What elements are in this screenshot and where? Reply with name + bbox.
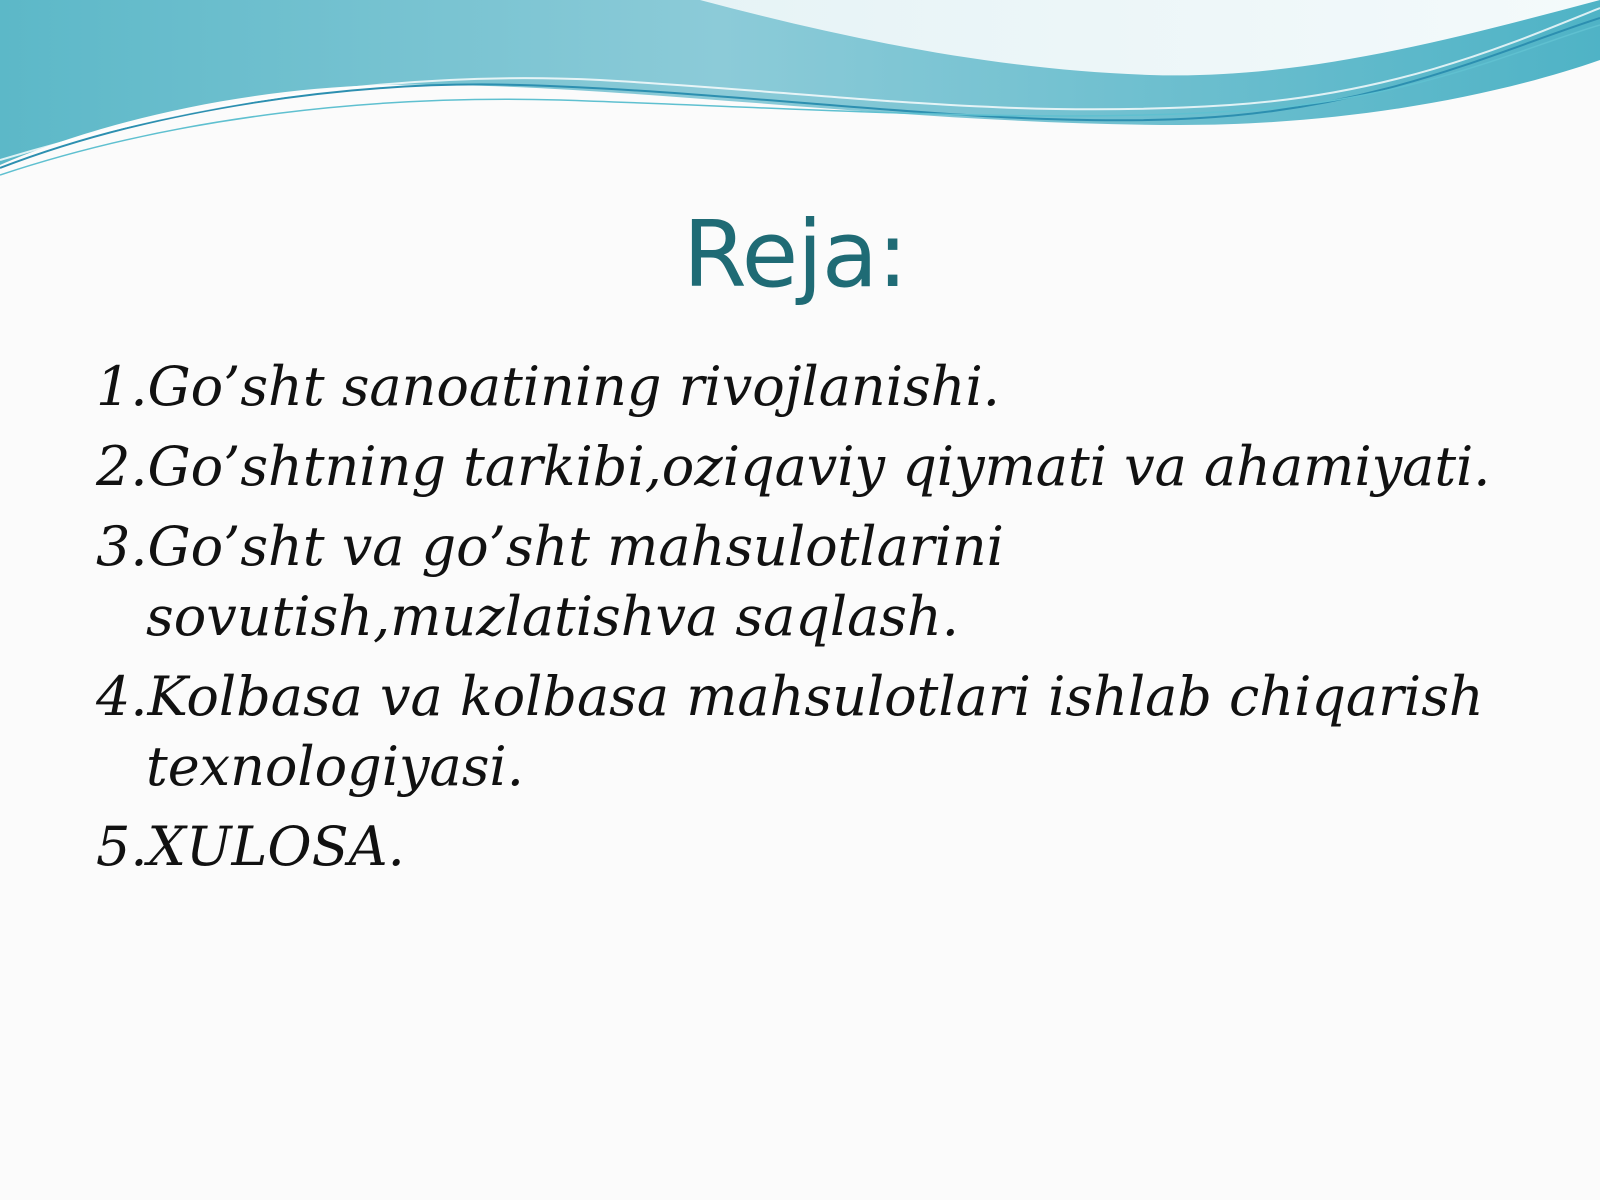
plan-item-1: 1.Go’sht sanoatining rivojlanishi. xyxy=(96,355,1000,418)
plan-list xyxy=(96,352,1576,892)
plan-item-5: 5.XULOSA. xyxy=(96,815,405,878)
header-wave-decoration xyxy=(0,0,1600,200)
plan-item-3: 3.Go’sht va go’sht mahsulotlarini sovutish,muzlatishva saqlash. xyxy=(96,515,1004,648)
plan-item-2: 2.Go’shtning tarkibi,oziqaviy qiymati va ahamiyati. xyxy=(96,435,1491,498)
plan-item-4: 4.Kolbasa va kolbasa mahsulotlari ishlab chiqarish texnologiyasi. xyxy=(96,665,1484,798)
slide-title: Reja: xyxy=(682,201,908,308)
